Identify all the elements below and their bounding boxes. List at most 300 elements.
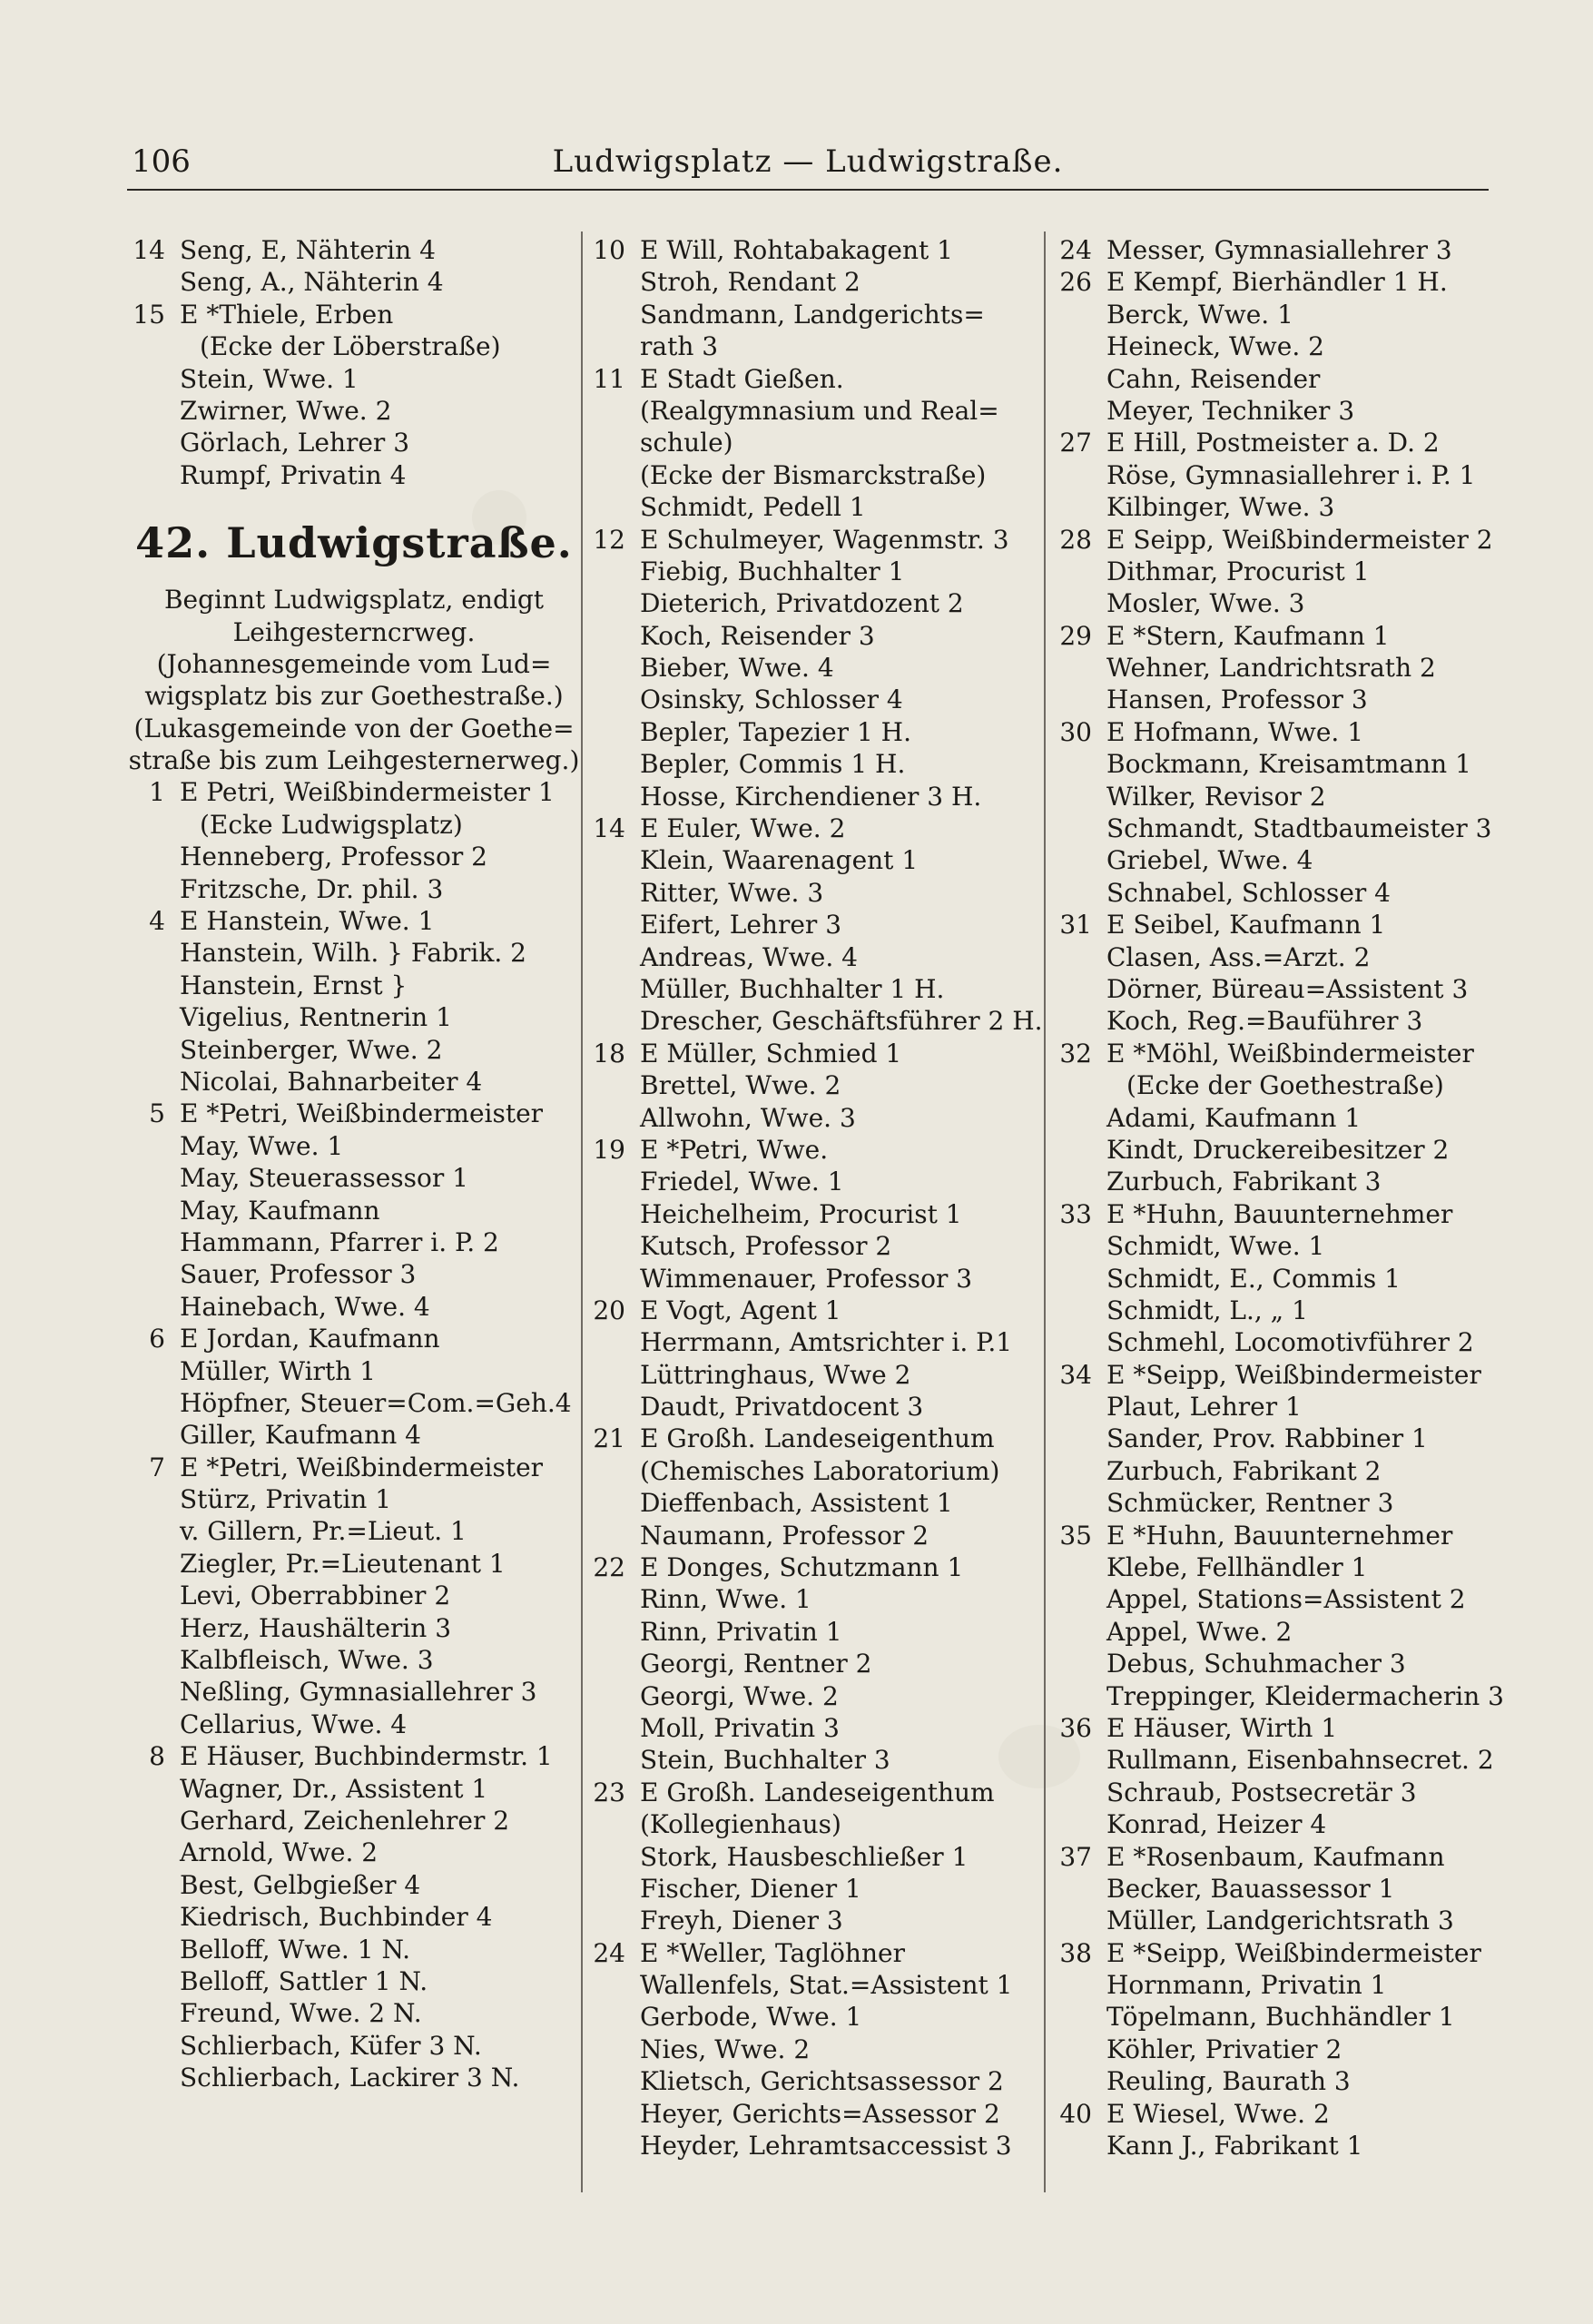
resident-text: Henneberg, Professor 2 (180, 842, 487, 872)
resident-text: E Hill, Postmeister a. D. 2 (1106, 428, 1440, 458)
resident-text: Wehner, Landrichtsrath 2 (1106, 653, 1436, 684)
resident-text: Herrmann, Amtsrichter i. P.1 (640, 1327, 1013, 1358)
resident-text: Stürz, Privatin 1 (180, 1484, 392, 1515)
directory-entry (1054, 427, 1504, 458)
resident-text: (Ecke der Goethestraße) (1126, 1070, 1444, 1101)
directory-entry (587, 1905, 1050, 1936)
directory-entry (127, 1965, 581, 1997)
directory-entry (587, 2098, 1050, 2130)
directory-entry (1054, 1198, 1504, 1230)
resident-text: Dieffenbach, Assistent 1 (640, 1488, 953, 1519)
resident-text: E *Petri, Weißbindermeister (180, 1452, 544, 1482)
resident-text: Lüttringhaus, Wwe 2 (640, 1359, 911, 1390)
directory-entry (587, 1937, 1050, 1969)
resident-text: E *Seipp, Weißbindermeister (1106, 1937, 1481, 1968)
directory-entry (127, 1773, 581, 1805)
house-number: 40 (1059, 2098, 1092, 2129)
directory-entry (127, 1387, 581, 1419)
directory-entry (587, 1969, 1050, 2001)
directory-entry (1054, 1777, 1504, 1808)
section-description (127, 584, 581, 776)
directory-entry (587, 941, 1050, 973)
header-rule (127, 189, 1489, 191)
resident-text: Daudt, Privatdocent 3 (640, 1392, 924, 1423)
directory-entry (1054, 2065, 1504, 2097)
house-number: 18 (593, 1038, 625, 1068)
resident-text: Georgi, Rentner 2 (640, 1649, 872, 1679)
resident-text: Hainebach, Wwe. 4 (180, 1291, 430, 1322)
house-number: 22 (593, 1552, 625, 1583)
house-number: 31 (1059, 910, 1092, 940)
directory-entry (587, 395, 1050, 427)
resident-text: Rumpf, Privatin 4 (180, 459, 407, 490)
directory-entry (127, 776, 581, 808)
directory-entry (587, 1295, 1050, 1326)
resident-text: Ziegler, Pr.=Lieutenant 1 (180, 1548, 506, 1579)
house-number: 27 (1059, 428, 1092, 458)
directory-entry (587, 1005, 1050, 1037)
directory-entry (1054, 1326, 1504, 1358)
directory-entry (127, 1066, 581, 1098)
house-number: 5 (149, 1098, 165, 1129)
resident-text: Bepler, Commis 1 H. (640, 749, 906, 780)
directory-entry (587, 1551, 1050, 1583)
column-1 (127, 234, 581, 2093)
directory-entry (587, 1102, 1050, 1134)
house-number: 14 (133, 235, 165, 265)
resident-text: Sander, Prov. Rabbiner 1 (1106, 1423, 1428, 1454)
resident-text: Neßling, Gymnasiallehrer 3 (180, 1677, 537, 1708)
house-number: 32 (1059, 1038, 1092, 1068)
directory-entry (587, 1712, 1050, 1744)
resident-text: Schlierbach, Lackirer 3 N. (180, 2063, 520, 2093)
resident-text: Sandmann, Landgerichts= (640, 299, 985, 330)
resident-text: E *Stern, Kaufmann 1 (1106, 620, 1390, 651)
directory-entry (587, 1038, 1050, 1069)
resident-text: Dörner, Büreau=Assistent 3 (1106, 973, 1469, 1004)
house-number: 24 (593, 1937, 625, 1968)
resident-text: Konrad, Heizer 4 (1106, 1809, 1327, 1840)
house-number: 29 (1059, 620, 1092, 651)
resident-text: Koch, Reg.=Bauführer 3 (1106, 1006, 1423, 1037)
directory-entry (587, 427, 1050, 458)
resident-text: Fiebig, Buchhalter 1 (640, 556, 905, 586)
directory-entry (1054, 1423, 1504, 1454)
resident-text: Zurbuch, Fabrikant 2 (1106, 1455, 1382, 1486)
resident-text: Belloff, Sattler 1 N. (180, 1965, 428, 1996)
resident-text: Klebe, Fellhändler 1 (1106, 1552, 1368, 1583)
resident-text: Müller, Landgerichtsrath 3 (1106, 1905, 1454, 1936)
description-text: wigsplatz bis zur Goethestraße.) (144, 681, 564, 712)
resident-text: v. Gillern, Pr.=Lieut. 1 (180, 1516, 467, 1547)
directory-entry (587, 1873, 1050, 1905)
resident-text: Debus, Schuhmacher 3 (1106, 1649, 1406, 1679)
house-number: 26 (1059, 267, 1092, 298)
directory-entry (587, 1134, 1050, 1166)
resident-text: Cahn, Reisender (1106, 363, 1321, 394)
resident-text: May, Wwe. 1 (180, 1130, 344, 1161)
directory-entry (1054, 941, 1504, 973)
resident-text: Hanstein, Ernst } (180, 970, 408, 1000)
resident-text: Cellarius, Wwe. 4 (180, 1709, 408, 1739)
directory-entry (127, 1419, 581, 1451)
directory-entry (587, 716, 1050, 748)
resident-text: Schmidt, E., Commis 1 (1106, 1263, 1401, 1294)
resident-text: Bieber, Wwe. 4 (640, 653, 834, 684)
section-description-line (127, 680, 581, 712)
resident-text: E *Seipp, Weißbindermeister (1106, 1359, 1481, 1390)
resident-text: Heineck, Wwe. 2 (1106, 331, 1324, 362)
directory-entry (127, 905, 581, 937)
resident-text: E Großh. Landeseigenthum (640, 1423, 995, 1454)
directory-entry (1054, 909, 1504, 940)
directory-entry (127, 234, 581, 266)
directory-entry (587, 1808, 1050, 1840)
directory-entry (1054, 587, 1504, 619)
resident-text: Rinn, Privatin 1 (640, 1616, 842, 1647)
directory-entry (127, 970, 581, 1001)
directory-entry (127, 1226, 581, 1258)
directory-entry (1054, 2098, 1504, 2130)
directory-entry (1054, 556, 1504, 587)
house-number: 23 (593, 1777, 625, 1807)
directory-entry (587, 748, 1050, 780)
resident-text: Fischer, Diener 1 (640, 1873, 861, 1904)
resident-text: rath 3 (640, 331, 719, 362)
resident-text: Bepler, Tapezier 1 H. (640, 716, 911, 747)
resident-text: Appel, Stations=Assistent 2 (1106, 1584, 1466, 1615)
resident-text: Gerhard, Zeichenlehrer 2 (180, 1805, 510, 1836)
directory-entry (587, 2065, 1050, 2097)
resident-text: Becker, Bauassessor 1 (1106, 1873, 1395, 1904)
directory-entry (127, 1837, 581, 1868)
resident-text: Stein, Wwe. 1 (180, 363, 359, 394)
directory-entry (1054, 1520, 1504, 1551)
resident-text: Belloff, Wwe. 1 N. (180, 1934, 411, 1965)
directory-entry (1054, 491, 1504, 523)
section-description-line (127, 713, 581, 744)
directory-entry (127, 1001, 581, 1033)
resident-text: Messer, Gymnasiallehrer 3 (1106, 235, 1452, 265)
resident-text: Wallenfels, Stat.=Assistent 1 (640, 1970, 1013, 2001)
resident-text: Herz, Haushälterin 3 (180, 1612, 452, 1643)
resident-text: Stroh, Rendant 2 (640, 267, 860, 298)
resident-text: Ritter, Wwe. 3 (640, 877, 824, 908)
resident-text: Töpelmann, Buchhändler 1 (1106, 2002, 1455, 2033)
directory-entry (127, 1709, 581, 1740)
directory-entry (127, 1740, 581, 1772)
house-number: 37 (1059, 1841, 1092, 1872)
column-2-entries (587, 234, 1050, 2162)
house-number: 10 (593, 235, 625, 265)
house-number: 1 (149, 777, 165, 808)
resident-text: Gerbode, Wwe. 1 (640, 2002, 862, 2033)
directory-entry (587, 2001, 1050, 2033)
directory-entry (1054, 652, 1504, 684)
directory-entry (127, 1901, 581, 1933)
resident-text: Georgi, Wwe. 2 (640, 1680, 839, 1711)
directory-entry (1054, 1487, 1504, 1519)
house-number: 34 (1059, 1359, 1092, 1390)
directory-entry (127, 1934, 581, 1965)
resident-text: (Chemisches Laboratorium) (640, 1455, 1000, 1486)
section-description-line (127, 648, 581, 680)
house-number: 28 (1059, 524, 1092, 555)
house-number: 30 (1059, 716, 1092, 747)
directory-entry (587, 877, 1050, 909)
house-number: 36 (1059, 1712, 1092, 1743)
directory-entry (1054, 1263, 1504, 1295)
house-number: 6 (149, 1324, 165, 1354)
directory-entry (1054, 299, 1504, 330)
resident-text: Nicolai, Bahnarbeiter 4 (180, 1066, 483, 1097)
house-number: 38 (1059, 1937, 1092, 1968)
resident-text: E Häuser, Buchbindermstr. 1 (180, 1741, 553, 1772)
resident-text: Vigelius, Rentnerin 1 (180, 1002, 452, 1033)
directory-entry (587, 330, 1050, 362)
directory-entry (127, 1098, 581, 1129)
resident-text: Koch, Reisender 3 (640, 620, 875, 651)
directory-entry (127, 873, 581, 905)
resident-text: E Jordan, Kaufmann (180, 1324, 440, 1354)
directory-entry (1054, 1873, 1504, 1905)
directory-entry (587, 1230, 1050, 1262)
directory-entry (1054, 2034, 1504, 2065)
resident-text: E *Rosenbaum, Kaufmann (1106, 1841, 1445, 1872)
page-header (127, 136, 1489, 191)
directory-entry (1054, 1712, 1504, 1744)
resident-text: Müller, Wirth 1 (180, 1355, 376, 1386)
resident-text: E Donges, Schutzmann 1 (640, 1552, 964, 1583)
directory-entry (127, 330, 581, 362)
column-2 (587, 234, 1050, 2162)
resident-text: Brettel, Wwe. 2 (640, 1070, 841, 1101)
directory-entry (587, 299, 1050, 330)
resident-text: Reuling, Baurath 3 (1106, 2066, 1351, 2097)
directory-entry (1054, 1391, 1504, 1423)
directory-entry (127, 459, 581, 491)
directory-entry (587, 1520, 1050, 1551)
directory-entry (1054, 363, 1504, 395)
directory-entry (1054, 234, 1504, 266)
directory-entry (1054, 716, 1504, 748)
resident-text: Schmidt, Pedell 1 (640, 492, 866, 523)
directory-entry (1054, 2001, 1504, 2033)
directory-entry (1054, 620, 1504, 652)
resident-text: Hammann, Pfarrer i. P. 2 (180, 1226, 499, 1257)
resident-text: Schnabel, Schlosser 4 (1106, 877, 1391, 908)
resident-text: Sauer, Professor 3 (180, 1259, 417, 1290)
directory-entry (1054, 812, 1504, 844)
directory-entry (127, 1034, 581, 1066)
directory-entry (1054, 1455, 1504, 1487)
directory-entry (1054, 1005, 1504, 1037)
resident-text: E Will, Rohtabakagent 1 (640, 235, 953, 265)
directory-entry (1054, 1551, 1504, 1583)
resident-text: E *Huhn, Bauunternehmer (1106, 1520, 1453, 1551)
resident-text: Köhler, Privatier 2 (1106, 2034, 1342, 2064)
resident-text: E Seipp, Weißbindermeister 2 (1106, 524, 1493, 555)
resident-text: Dieterich, Privatdozent 2 (640, 588, 964, 619)
resident-text: Seng, A., Nähterin 4 (180, 267, 444, 298)
directory-entry (587, 844, 1050, 876)
column-divider (581, 231, 583, 2192)
resident-text: Kindt, Druckereibesitzer 2 (1106, 1134, 1450, 1165)
directory-entry (587, 1166, 1050, 1197)
resident-text: Arnold, Wwe. 2 (180, 1837, 379, 1868)
directory-entry (127, 1323, 581, 1354)
resident-text: Mosler, Wwe. 3 (1106, 588, 1305, 619)
resident-text: Osinsky, Schlosser 4 (640, 684, 903, 715)
resident-text: Allwohn, Wwe. 3 (640, 1102, 856, 1133)
resident-text: Eifert, Lehrer 3 (640, 910, 842, 940)
resident-text: Röse, Gymnasiallehrer i. P. 1 (1106, 459, 1476, 490)
directory-entry (127, 1162, 581, 1194)
directory-entry (587, 1359, 1050, 1391)
resident-text: E Euler, Wwe. 2 (640, 813, 846, 844)
resident-text: Freund, Wwe. 2 N. (180, 1998, 422, 2029)
resident-text: E *Huhn, Bauunternehmer (1106, 1198, 1453, 1229)
directory-entry (587, 2130, 1050, 2162)
resident-text: Treppinger, Kleidermacherin 3 (1106, 1680, 1504, 1711)
house-number: 24 (1059, 235, 1092, 265)
resident-text: Moll, Privatin 3 (640, 1712, 840, 1743)
directory-entry (127, 1997, 581, 2029)
resident-text: Giller, Kaufmann 4 (180, 1420, 421, 1451)
resident-text: Schlierbach, Küfer 3 N. (180, 2030, 482, 2061)
directory-entry (587, 812, 1050, 844)
directory-entry (127, 1452, 581, 1483)
resident-text: Schmidt, Wwe. 1 (1106, 1231, 1325, 1262)
resident-text: Wimmenauer, Professor 3 (640, 1263, 973, 1294)
resident-text: Hornmann, Privatin 1 (1106, 1970, 1387, 2001)
resident-text: (Kollegienhaus) (640, 1809, 841, 1840)
directory-entry (587, 1326, 1050, 1358)
directory-entry (127, 427, 581, 458)
resident-text: Zurbuch, Fabrikant 3 (1106, 1167, 1382, 1197)
directory-entry (1054, 1583, 1504, 1615)
directory-entry (587, 1616, 1050, 1648)
directory-entry (127, 1291, 581, 1323)
resident-text: Schmehl, Locomotivführer 2 (1106, 1327, 1474, 1358)
directory-entry (1054, 684, 1504, 715)
directory-entry (587, 524, 1050, 556)
resident-text: E Hofmann, Wwe. 1 (1106, 716, 1364, 747)
directory-entry (127, 1258, 581, 1290)
description-text: Leihgesterncrweg. (232, 616, 476, 647)
resident-text: E *Weller, Taglöhner (640, 1937, 905, 1968)
resident-text: Freyh, Diener 3 (640, 1905, 843, 1936)
resident-text: Clasen, Ass.=Arzt. 2 (1106, 941, 1371, 972)
section-title: 42. Ludwigstraße. (135, 518, 573, 568)
directory-entry (587, 266, 1050, 298)
section-description-line (127, 616, 581, 648)
directory-entry (127, 1355, 581, 1387)
resident-text: Stork, Hausbeschließer 1 (640, 1841, 969, 1872)
resident-text: E Vogt, Agent 1 (640, 1295, 841, 1325)
resident-text: Meyer, Techniker 3 (1106, 395, 1355, 426)
directory-entry (587, 459, 1050, 491)
description-text: Beginnt Ludwigsplatz, endigt (163, 585, 545, 615)
house-number: 12 (593, 524, 625, 555)
directory-entry (127, 395, 581, 427)
house-number: 33 (1059, 1198, 1092, 1229)
resident-text: E Kempf, Bierhändler 1 H. (1106, 267, 1448, 298)
directory-entry (127, 2062, 581, 2093)
directory-entry (1054, 1295, 1504, 1326)
directory-entry (1054, 844, 1504, 876)
running-title: Ludwigsplatz — Ludwigstraße. (552, 143, 1064, 180)
resident-text: E *Petri, Wwe. (640, 1134, 829, 1165)
directory-entry (587, 1198, 1050, 1230)
directory-entry (587, 1648, 1050, 1679)
resident-text: Steinberger, Wwe. 2 (180, 1034, 443, 1065)
directory-entry (127, 1612, 581, 1644)
directory-entry (587, 973, 1050, 1005)
directory-entry (127, 937, 581, 969)
house-number: 21 (593, 1423, 625, 1454)
description-text: (Johannesgemeinde vom Lud= (156, 648, 552, 679)
directory-entry (587, 234, 1050, 266)
directory-entry (587, 1841, 1050, 1873)
resident-text: E Seibel, Kaufmann 1 (1106, 910, 1386, 940)
resident-text: Klein, Waarenagent 1 (640, 845, 919, 876)
section-description-line (127, 584, 581, 615)
resident-text: E *Möhl, Weißbindermeister (1106, 1038, 1474, 1068)
resident-text: E Stadt Gießen. (640, 363, 844, 394)
directory-entry (127, 1130, 581, 1162)
resident-text: Wilker, Revisor 2 (1106, 781, 1326, 812)
directory-entry (1054, 2130, 1504, 2162)
resident-text: Hanstein, Wilh. } Fabrik. 2 (180, 938, 526, 969)
resident-text: E *Petri, Weißbindermeister (180, 1098, 544, 1129)
resident-text: Stein, Buchhalter 3 (640, 1745, 890, 1776)
directory-entry (1054, 1230, 1504, 1262)
directory-entry (127, 1548, 581, 1580)
resident-text: E Großh. Landeseigenthum (640, 1777, 995, 1807)
resident-text: Berck, Wwe. 1 (1106, 299, 1293, 330)
resident-text: Rinn, Wwe. 1 (640, 1584, 811, 1615)
directory-entry (587, 1487, 1050, 1519)
house-number: 15 (133, 299, 165, 330)
directory-entry (587, 1744, 1050, 1776)
directory-entry (1054, 973, 1504, 1005)
directory-entry (1054, 1680, 1504, 1712)
directory-entry (127, 1676, 581, 1708)
directory-entry (127, 266, 581, 298)
resident-text: Heyder, Lehramtsaccessist 3 (640, 2131, 1012, 2162)
resident-text: Kiedrisch, Buchbinder 4 (180, 1902, 493, 1933)
directory-entry (127, 363, 581, 395)
directory-entry (127, 299, 581, 330)
section-description-line (127, 744, 581, 776)
directory-entry (1054, 1616, 1504, 1648)
directory-entry (1054, 1134, 1504, 1166)
directory-entry (587, 1583, 1050, 1615)
resident-text: Kutsch, Professor 2 (640, 1231, 892, 1262)
directory-entry (1054, 1841, 1504, 1873)
resident-text: Schmidt, L., „ 1 (1106, 1295, 1308, 1325)
directory-entry (127, 2030, 581, 2062)
directory-entry (1054, 330, 1504, 362)
directory-entry (587, 620, 1050, 652)
directory-entry (1054, 1038, 1504, 1069)
resident-text: Görlach, Lehrer 3 (180, 428, 410, 458)
resident-text: (Ecke der Bismarckstraße) (640, 459, 987, 490)
page-number: 106 (132, 143, 191, 180)
directory-entry (587, 909, 1050, 940)
directory-entry (587, 781, 1050, 812)
